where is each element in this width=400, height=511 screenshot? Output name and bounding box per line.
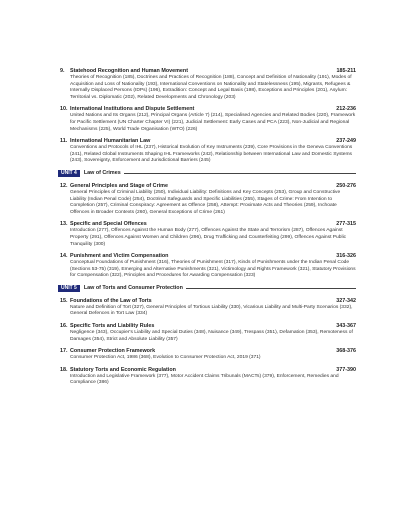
entry-topics: Introduction and Legislative Framework (377), Motor Accident Claims Tribunals (MACTs) (379), Enforcement, Remedies and Compliance (386) [70, 373, 339, 386]
entry-topics: Consumer Protection Act, 1986 (368), Evolution to Consumer Protection Act, 2019 (371) [70, 355, 261, 361]
entry-title: International Institutions and Dispute Settlement [70, 106, 195, 113]
toc-entry[interactable] [60, 298, 356, 318]
unit-divider [186, 288, 356, 289]
unit-title: Law of Crimes [83, 169, 121, 176]
toc-entry[interactable] [60, 183, 356, 216]
entry-title: Statehood Recognition and Human Movement [70, 68, 188, 74]
entry-number: 13. [60, 221, 68, 228]
entry-page-range: 377-390 [336, 366, 356, 373]
toc-entry[interactable] [60, 253, 356, 280]
unit-divider [124, 173, 356, 174]
entry-number: 15. [60, 297, 68, 304]
entry-page-range: 327-342 [336, 297, 356, 304]
toc-entry[interactable] [60, 106, 356, 133]
entry-number: 10. [60, 106, 68, 113]
toc-entry[interactable] [60, 348, 356, 362]
entry-title: Foundations of the Law of Torts [70, 297, 152, 304]
unit-header [58, 285, 356, 292]
entry-number: 14. [60, 253, 68, 260]
entry-page-range: 343-367 [336, 323, 356, 330]
entry-title: International Humanitarian Law [70, 138, 151, 145]
entry-title: Specific and Special Offences [70, 221, 147, 228]
entry-page-range: 368-376 [336, 348, 356, 355]
entry-topics: Negligence (343), Occupier's Liability and Special Duties (348), Nuisance (349), Trespass (351), Defamation (353), Remoteness of Damages (354), Strict and Absolute Liability (357) [70, 330, 353, 342]
entry-title: Statutory Torts and Economic Regulation [70, 366, 176, 373]
entry-title: Specific Torts and Liability Rules [70, 323, 155, 330]
unit-header [58, 170, 356, 177]
entry-number: 9. [60, 68, 65, 74]
toc-entry[interactable] [60, 367, 356, 387]
entry-topics: General Principles of Criminal Liability (250), Individual Liability: Definitions and Key Concepts (253), Group and Constructive Liability (Indian Penal Code) (254), Doctrinal Safeguards and Specific Liabilities (255), Stages of Crime: From Intention to Completion (257), Criminal Conspiracy: Agreement as Offence (258), Attempt: Proximate Acts and Theories (259), Inchoate Offences in Broader Contexts (260), General Exceptions of Crime (261) [70, 189, 341, 215]
toc-entry[interactable] [60, 68, 356, 101]
entry-title: Consumer Protection Framework [70, 348, 156, 355]
entry-number: 17. [60, 348, 68, 355]
entry-number: 18. [60, 366, 68, 373]
entry-topics: Theories of Recognition (185), Doctrines and Practices of Recognition (188), Concept and Definition of Nationality (191), Modes of Acquisition and Loss of Nationality (193), International Conventions on Nationality and Statelessness (195), Migrants, Refugees & Internally Displaced Persons (IDPs) (196), Extradition: Concept and Legal Basis (198), Exceptions and Principles (201), Asylum: Territorial vs. Diplomatic (202), Related Developments and Chronology (203) [70, 75, 352, 100]
entry-topics: Conventions and Protocols of IHL (237), Historical Evolution of Key Instruments (239), Core Provisions in the Geneva Conventions (241), Related Global Instruments Shaping IHL Frameworks (242), Relationship between International Law and Domestic Systems (243), Sovereignty, Enforcement and Jurisdictional Barriers (245) [70, 145, 353, 164]
toc-entry[interactable] [60, 323, 356, 343]
unit-title: Law of Torts and Consumer Protection [83, 284, 183, 291]
entry-topics: Nature and Definition of Tort (327), General Principles of Tortious Liability (330), Vicarious Liability and Multi-Party Scenarios (332), General Defences in Tort Law (334) [70, 304, 353, 317]
entry-title: General Principles and Stage of Crime [70, 182, 168, 189]
entry-number: 12. [60, 182, 68, 189]
entry-topics: Conceptual Foundations of Punishment (316), Theories of Punishment (317), Kinds of Punishments under the Indian Penal Code (Sections 53-75) (319), Emerging and Alternative Punishments (321), Victimology and Rights Framework (321), Statutory Provisions for Compensation (322), Principles and Procedures for Awarding Compensation (323) [70, 260, 356, 279]
entry-page-range: 237-249 [336, 138, 356, 145]
entry-topics: Introduction (277), Offences Against the Human Body (277), Offences Against the State and Terrorism (287), Offences Against Property (291), Offences Against Women and Children (296), Drug Trafficking and Counterfeiting (299), Offences Against Public Tranquility (300) [70, 228, 347, 247]
toc-entry[interactable] [60, 221, 356, 248]
entry-number: 16. [60, 323, 68, 330]
entry-page-range: 185-211 [336, 68, 356, 74]
entry-number: 11. [60, 138, 68, 145]
entry-page-range: 277-315 [336, 221, 356, 228]
unit-badge: UNIT 4 [58, 170, 80, 177]
unit-badge: UNIT 5 [58, 285, 80, 292]
entry-page-range: 212-236 [336, 106, 356, 113]
entry-page-range: 316-326 [336, 253, 356, 260]
toc-entry[interactable] [60, 138, 356, 165]
entry-topics: United Nations and Its Organs (212), Principal Organs (Article 7) (214), Specialised Agencies and Related Bodies (220), Framework for Pacific Settlement (UN Charter Chapter VI) (221), Judicial Settlement: Early Cases and PCA (223), Non-Judicial and Regional Mechanisms (225), World Trade Organisation (WTO) (226) [70, 113, 356, 132]
entry-title: Punishment and Victim Compensation [70, 253, 169, 260]
entry-page-range: 250-276 [336, 182, 356, 189]
